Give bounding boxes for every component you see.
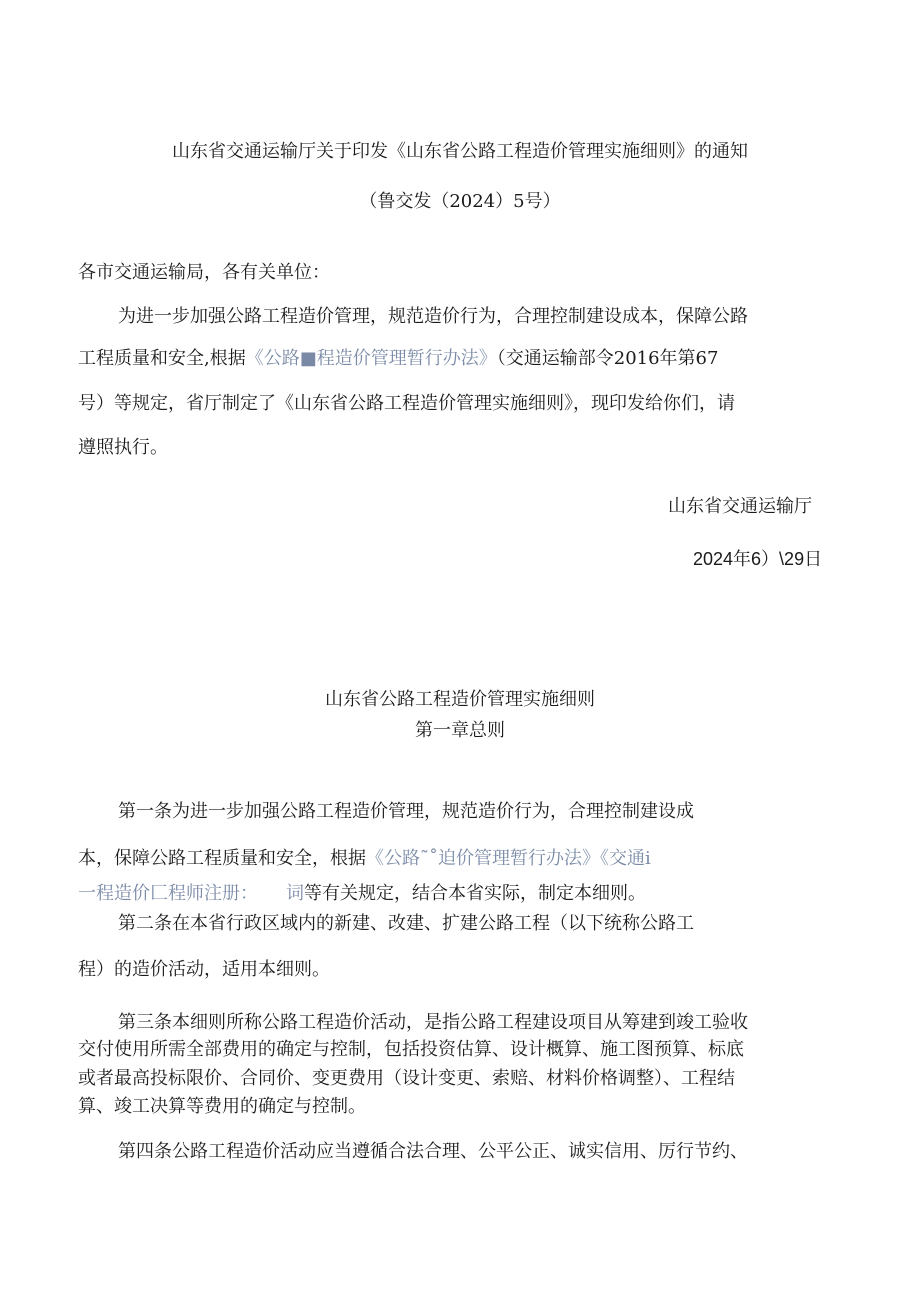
- text-run: 等有关规定，结合本省实际，制定本细则。: [304, 883, 646, 904]
- article-line: 第三条本细则所称公路工程造价活动，是指公路工程建设项目从筹建到竣工验收: [118, 1012, 748, 1033]
- signature: 山东省交通运输厅: [668, 496, 812, 517]
- article-line: 或者最高投标限价、合同价、变更费用（设计变更、索赔、材料价格调整）、工程结: [78, 1068, 735, 1089]
- regulation-link[interactable]: 《公路˜˚迫价管理暂行办法》《交通i: [366, 848, 651, 869]
- chapter-heading: 第一章总则: [415, 720, 505, 741]
- doc-number: （鲁交发（2024）5号）: [359, 191, 561, 212]
- regulation-link[interactable]: 词: [286, 883, 304, 904]
- notice-line: 遵照执行。: [78, 437, 168, 458]
- article-line: [78, 882, 646, 906]
- notice-title: 山东省交通运输厅关于印发《山东省公路工程造价管理实施细则》的通知: [172, 141, 748, 162]
- notice-line: 号）等规定，省厅制定了《山东省公路工程造价管理实施细则》，现印发给你们，请: [78, 393, 735, 414]
- article-line: 第一条为进一步加强公路工程造价管理，规范造价行为，合理控制建设成: [118, 801, 694, 822]
- text-run: 本，保障公路工程质量和安全，根据: [78, 848, 366, 869]
- text-run: 工程质量和安全,根据: [78, 348, 246, 369]
- regulation-link[interactable]: 《公路■程造价管理暂行办法》: [245, 348, 497, 369]
- rules-title: 山东省公路工程造价管理实施细则: [325, 689, 595, 710]
- article-line: 第二条在本省行政区域内的新建、改建、扩建公路工程（以下统称公路工: [118, 913, 694, 934]
- notice-line: 为进一步加强公路工程造价管理，规范造价行为，合理控制建设成本，保障公路: [118, 306, 748, 327]
- issue-date: 2024年6）\29日: [693, 549, 823, 569]
- article-line: 第四条公路工程造价活动应当遵循合法合理、公平公正、诚实信用、厉行节约、: [118, 1141, 748, 1162]
- addressee: 各市交通运输局，各有关单位：: [78, 262, 330, 283]
- article-line: 交付使用所需全部费用的确定与控制，包括投资估算、设计概算、施工图预算、标底: [78, 1039, 744, 1060]
- article-line: 程）的造价活动，适用本细则。: [78, 959, 330, 980]
- notice-line: [78, 347, 718, 371]
- article-line: [78, 847, 651, 871]
- regulation-link[interactable]: 一程造价匚程师注册：: [78, 883, 258, 904]
- text-run: （交通运输部令2016年第67: [496, 348, 719, 369]
- article-line: 算、竣工决算等费用的确定与控制。: [78, 1096, 366, 1117]
